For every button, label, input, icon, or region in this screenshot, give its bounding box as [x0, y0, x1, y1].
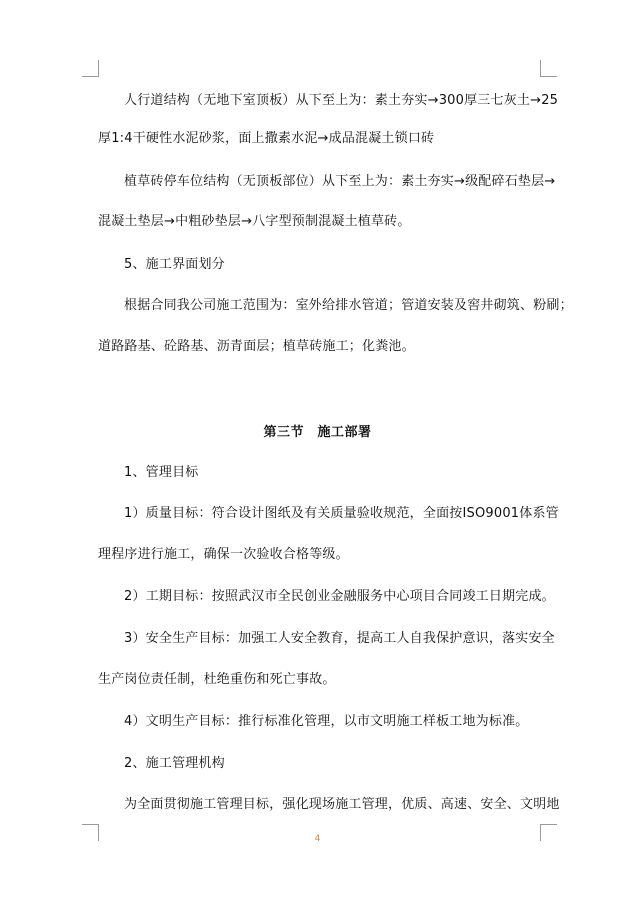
paragraph-line: 根据合同我公司施工范围为：室外给排水管道；管道安装及窖井砌筑、粉刷；: [124, 298, 573, 313]
paragraph-line: 理程序进行施工，确保一次验收合格等级。: [98, 547, 349, 562]
paragraph-line: 厚1:4干硬性水泥砂浆，面上撒素水泥→成品混凝土锁口砖: [98, 131, 435, 146]
paragraph-line: 道路路基、砼路基、沥青面层；植草砖施工；化粪池。: [98, 339, 415, 354]
paragraph-line: 4）文明生产目标：推行标准化管理，以市文明施工样板工地为标准。: [124, 714, 529, 729]
paragraph-line: 人行道结构（无地下室顶板）从下至上为：素土夯实→300厚三七灰土→25: [124, 93, 559, 108]
crop-mark-top-right: [540, 60, 557, 77]
paragraph-line: 为全面贯彻施工管理目标，强化现场施工管理，优质、高速、安全、文明地: [124, 797, 560, 812]
page-number: 4: [314, 834, 321, 844]
paragraph-line: 植草砖停车位结构（无顶板部位）从下至上为：素土夯实→级配碎石垫层→: [124, 174, 556, 189]
paragraph-line: 3）安全生产目标：加强工人安全教育，提高工人自我保护意识，落实安全: [124, 631, 555, 646]
section-heading: 第三节 施工部署: [263, 425, 372, 440]
paragraph-line: 1）质量目标：符合设计图纸及有关质量验收规范，全面按ISO9001体系管: [124, 506, 559, 521]
subsection-heading: 1、管理目标: [124, 465, 199, 480]
paragraph-line: 生产岗位责任制，杜绝重伤和死亡事故。: [98, 672, 336, 687]
paragraph-line: 2）工期目标：按照武汉市全民创业金融服务中心项目合同竣工日期完成。: [124, 589, 555, 604]
subsection-heading: 2、施工管理机构: [124, 756, 225, 771]
crop-mark-top-left: [82, 60, 99, 77]
subsection-heading: 5、施工界面划分: [124, 257, 225, 272]
paragraph-line: 混凝土垫层→中粗砂垫层→八字型预制混凝土植草砖。: [98, 214, 411, 229]
